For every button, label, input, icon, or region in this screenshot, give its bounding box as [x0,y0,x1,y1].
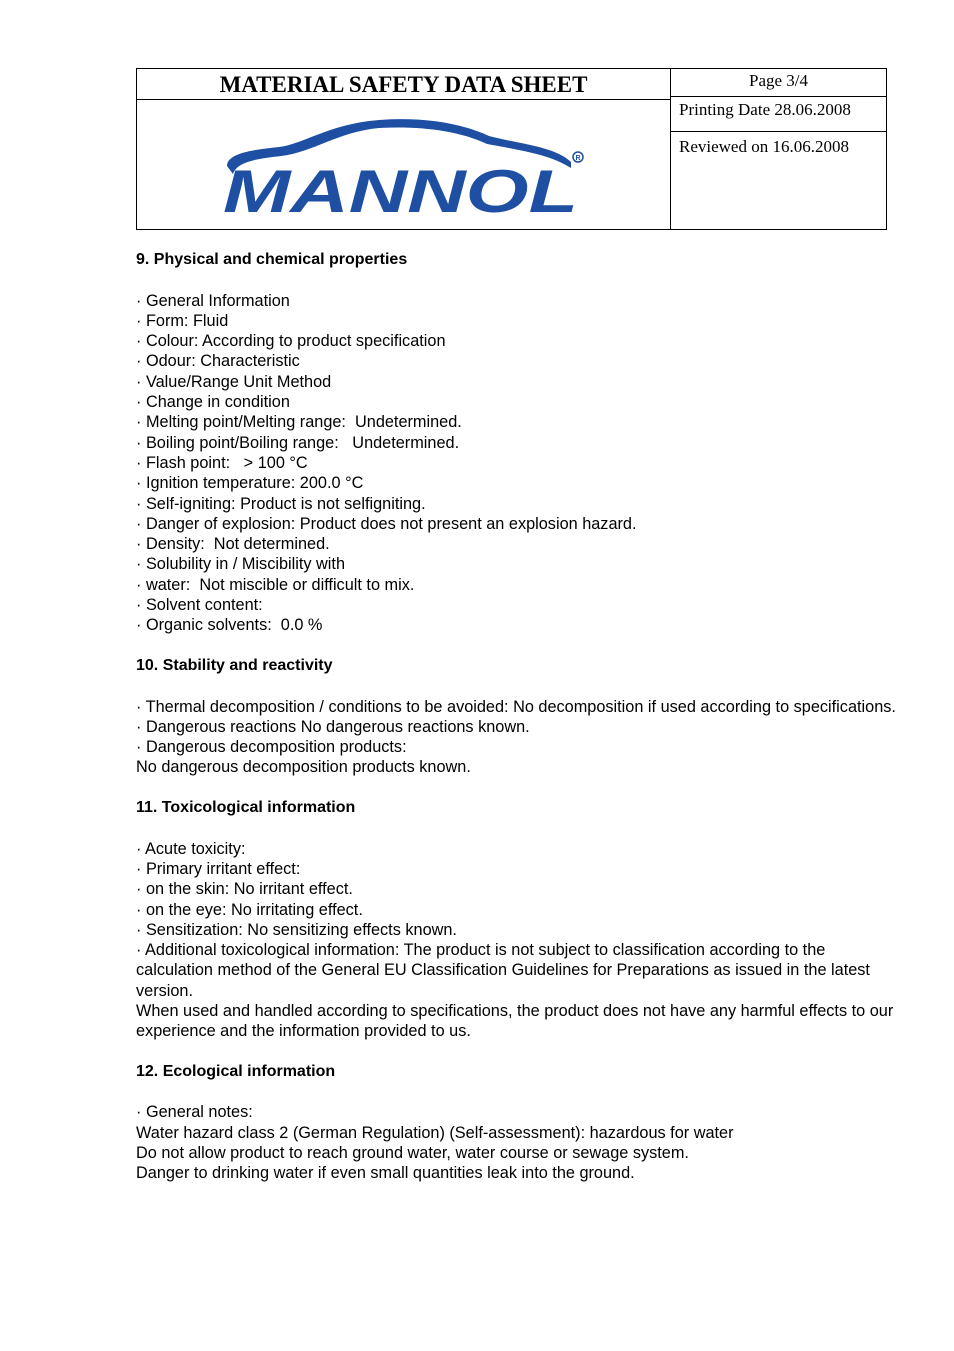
text-line: · Organic solvents: 0.0 % [136,616,323,635]
svg-text:R: R [575,155,581,162]
text-line: · General Information [136,291,290,310]
section-stability [136,656,896,778]
text-line: · Self-igniting: Product is not selfigniting. [136,494,426,513]
section-ecological [136,1062,896,1184]
text-line: · Form: Fluid [136,311,229,330]
text-line: · Danger of explosion: Product does not present an explosion hazard. [136,514,637,533]
text-line: · Dangerous decomposition products: [136,738,407,757]
section-lines [136,697,896,778]
mannol-logo [219,114,589,214]
document-title: MATERIAL SAFETY DATA SHEET [137,69,671,100]
section-title: 9. Physical and chemical properties [136,251,408,268]
text-line: · Primary irritant effect: [136,859,301,878]
text-line: No dangerous decomposition products known. [136,758,471,777]
text-line: · Melting point/Melting range: Undetermined. [136,413,462,432]
section-lines [136,1102,896,1183]
section-lines [136,291,896,636]
text-line: · on the skin: No irritant effect. [136,880,353,899]
text-line: · Boiling point/Boiling range: Undetermined. [136,433,460,452]
text-line: · Colour: According to product specification [136,332,446,351]
text-line: · Additional toxicological information: The product is not subject to classification according to the calculation method of the General EU Classification Guidelines for Preparations as issued in the latest version. [136,941,875,1000]
text-line: · Sensitization: No sensitizing effects known. [136,920,457,939]
logo-cell [137,100,671,230]
text-line: When used and handled according to specifications, the product does not have any harmful effects to our experience and the information provided to us. [136,1001,898,1041]
section-title: 11. Toxicological information [136,799,356,817]
logo-wordmark: MANNOL [223,158,578,214]
printing-date: Printing Date 28.06.2008 [671,96,886,132]
reviewed-date: Reviewed on 16.06.2008 [679,137,849,156]
text-line: · Odour: Characteristic [136,352,300,371]
document-body [136,250,896,1204]
section-toxicological [136,798,896,1042]
text-line: · Solvent content: [136,596,263,615]
text-line: Danger to drinking water if even small quantities leak into the ground. [136,1164,635,1183]
text-line: · General notes: [136,1103,253,1122]
text-line: Water hazard class 2 (German Regulation) (Self-assessment): hazardous for water [136,1123,734,1142]
text-line: · Thermal decomposition / conditions to be avoided: No decomposition if used according to specifications. [136,697,896,716]
text-line: · Change in condition [136,393,290,412]
text-line: · on the eye: No irritating effect. [136,900,363,919]
text-line: · water: Not miscible or difficult to mix. [136,575,415,594]
document-header [136,68,887,230]
text-line: · Solubility in / Miscibility with [136,555,345,574]
text-line: · Flash point: > 100 °C [136,453,308,472]
section-physical-chemical [136,250,896,636]
section-title: 12. Ecological information [136,1062,336,1080]
text-line: · Value/Range Unit Method [136,372,332,391]
text-line: · Density: Not determined. [136,535,330,554]
page-number: Page 3/4 [748,71,809,90]
text-line: Do not allow product to reach ground water, water course or sewage system. [136,1144,689,1163]
text-line: · Dangerous reactions No dangerous reactions known. [136,717,530,736]
text-line: · Acute toxicity: [136,839,246,858]
section-title: 10. Stability and reactivity [136,656,333,674]
header-meta [671,69,886,158]
section-lines [136,839,896,1042]
text-line: · Ignition temperature: 200.0 °C [136,474,364,493]
